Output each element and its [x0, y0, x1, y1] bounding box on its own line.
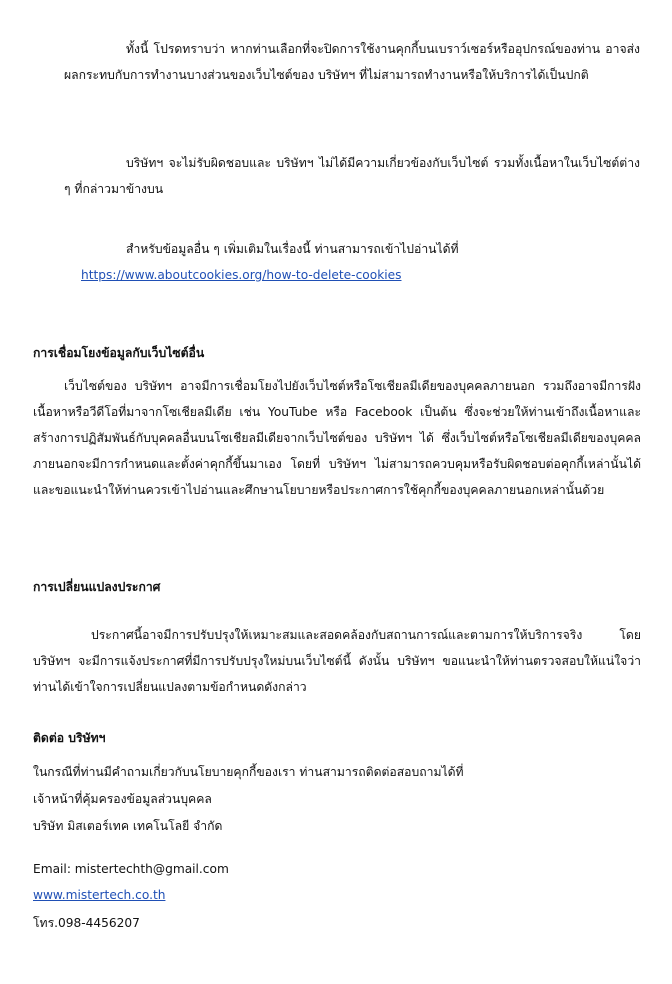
contact-company-line: บริษัท มิสเตอร์เทค เทคโนโลยี จำกัด: [33, 819, 223, 833]
about-cookies-link[interactable]: https://www.aboutcookies.org/how-to-delete-cookies: [81, 268, 402, 282]
contact-section-heading: ติดต่อ บริษัทฯ: [33, 731, 106, 745]
contact-email: Email: mistertechth@gmail.com: [33, 862, 229, 876]
cookie-liability-paragraph: บริษัทฯ จะไม่รับผิดชอบและ บริษัทฯ ไม่ได้มีความเกี่ยวข้องกับเว็บไซต์ รวมทั้งเนื้อหาในเว็บไซต์ต่าง ๆ ที่กล่าวมาข้างบน: [64, 156, 640, 196]
cookie-disable-paragraph: ทั้งนี้ โปรดทราบว่า หากท่านเลือกที่จะปิดการใช้งานคุกกี้บนเบราว์เซอร์หรืออุปกรณ์ของท่าน อาจส่งผลกระทบกับการทำงานบางส่วนของเว็บไซต์ของ บริษัทฯ ที่ไม่สามารถทำงานหรือให้บริการได้เป็นปกติ: [64, 42, 640, 82]
company-website-link[interactable]: www.mistertech.co.th: [33, 888, 166, 902]
links-section-heading: การเชื่อมโยงข้อมูลกับเว็บไซต์อื่น: [33, 346, 205, 360]
changes-section-heading: การเปลี่ยนแปลงประกาศ: [33, 580, 161, 594]
contact-dpo-line: เจ้าหน้าที่คุ้มครองข้อมูลส่วนบุคคล: [33, 792, 212, 806]
contact-intro-line: ในกรณีที่ท่านมีคำถามเกี่ยวกับนโยบายคุกกี้ของเรา ท่านสามารถติดต่อสอบถามได้ที่: [33, 765, 464, 779]
links-section-body: เว็บไซต์ของ บริษัทฯ อาจมีการเชื่อมโยงไปยังเว็บไซต์หรือโซเชียลมีเดียของบุคคลภายนอก รวมถึงอาจมีการฝังเนื้อหาหรือวีดีโอที่มาจากโซเชียลมีเดีย เช่น YouTube หรือ Facebook เป็นต้น ซึ่งจะช่วยให้ท่านเข้าถึงเนื้อหาและสร้างการปฏิสัมพันธ์กับบุคคลอื่นบนโซเชียลมีเดียจากเว็บไซต์ของ บริษัทฯ ได้ ซึ่งเว็บไซต์หรือโซเชียลมีเดียของบุคคลภายนอกจะมีการกำหนดและตั้งค่าคุกกี้ขึ้นมาเอง โดยที่ บริษัทฯ ไม่สามารถควบคุมหรือรับผิดชอบต่อคุกกี้เหล่านั้นได้ และขอแนะนำให้ท่านควรเข้าไปอ่านและศึกษานโยบายหรือประกาศการใช้คุกกี้ของบุคคลภายนอกเหล่านั้นด้วย: [33, 379, 641, 497]
cookie-more-info-paragraph: [64, 236, 640, 262]
contact-phone: โทร.098-4456207: [33, 916, 140, 930]
changes-section-body: ประกาศนี้อาจมีการปรับปรุงให้เหมาะสมและสอดคล้องกับสถานการณ์และตามการให้บริการจริง โดย บริษัทฯ จะมีการแจ้งประกาศที่มีการปรับปรุงใหม่บนเว็บไซต์นี้ ดังนั้น บริษัทฯ ขอแนะนำให้ท่านตรวจสอบให้แน่ใจว่าท่านได้เข้าใจการเปลี่ยนแปลงตามข้อกำหนดดังกล่าว: [33, 628, 641, 694]
more-info-text: สำหรับข้อมูลอื่น ๆ เพิ่มเติมในเรื่องนี้ ท่านสามารถเข้าไปอ่านได้ที่: [126, 242, 459, 256]
